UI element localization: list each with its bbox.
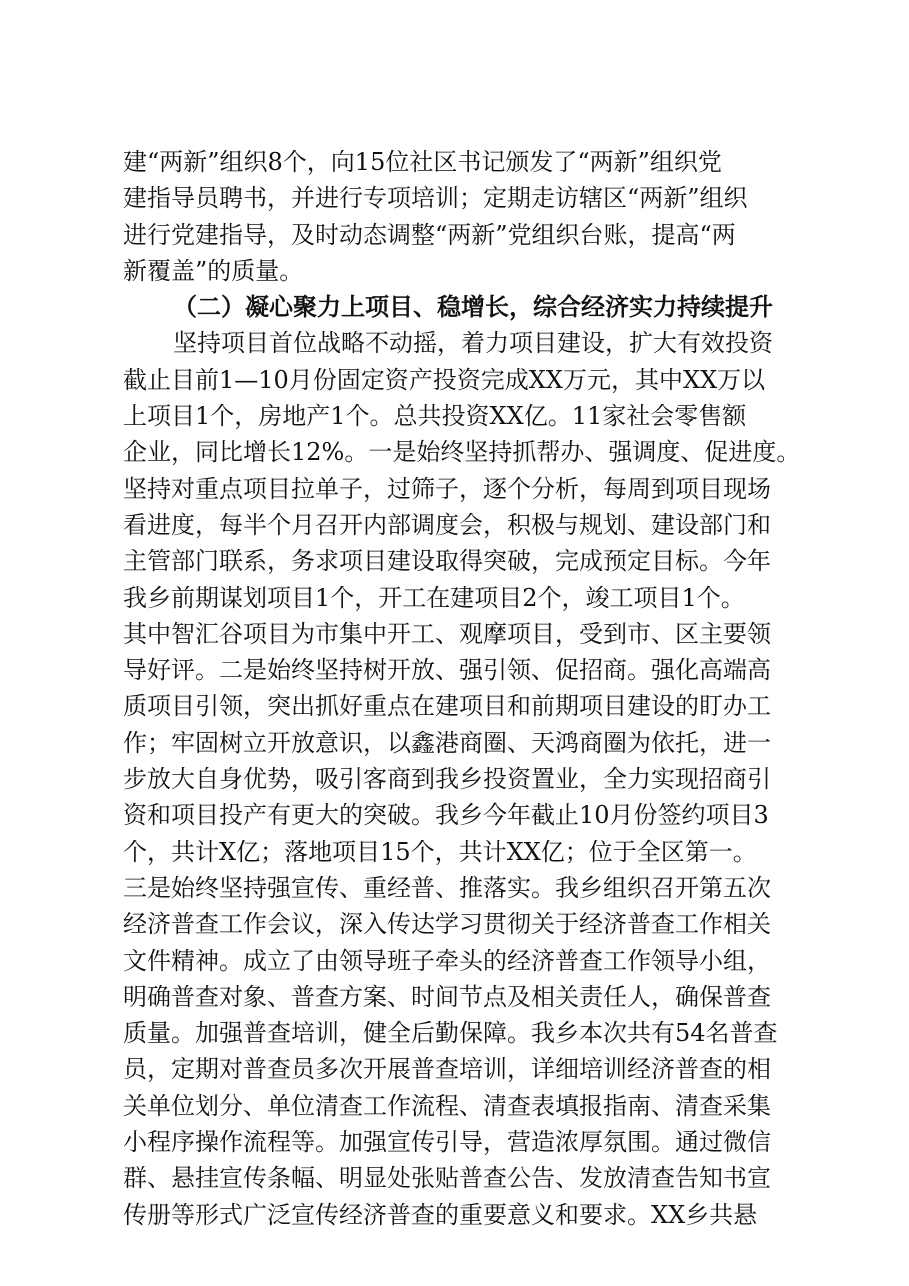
- text-line: 质项目引领，突出抓好重点在建项目和前期项目建设的盯办工: [123, 692, 771, 721]
- text-line: 员，定期对普查员多次开展普查培训，详细培训经济普查的相: [123, 1055, 771, 1084]
- text-line: 个，共计X亿；落地项目15个，共计XX亿；位于全区第一。: [123, 837, 757, 866]
- text-line: 截止目前1—10月份固定资产投资完成XX万元，其中XX万以: [123, 365, 766, 394]
- text-line: 企业，同比增长12%。一是始终坚持抓帮办、强调度、促进度。: [123, 438, 801, 467]
- text-line: 群、悬挂宣传条幅、明显处张贴普查公告、发放清查告知书宣: [123, 1164, 771, 1193]
- paragraph-first-line: 坚持项目首位战略不动摇，着力项目建设，扩大有效投资: [173, 329, 773, 358]
- text-line: 作；牢固树立开放意识，以鑫港商圈、天鸿商圈为依托，进一: [123, 728, 771, 757]
- text-line: 看进度，每半个月召开内部调度会，积极与规划、建设部门和: [123, 510, 771, 539]
- document-body: [123, 144, 803, 1233]
- section-heading: （二）凝心聚力上项目、稳增长，综合经济实力持续提升: [173, 292, 773, 322]
- text-line: 其中智汇谷项目为市集中开工、观摩项目，受到市、区主要领: [123, 619, 771, 648]
- text-line: 我乡前期谋划项目1个，开工在建项目2个，竣工项目1个。: [123, 583, 745, 612]
- text-line: 传册等形式广泛宣传经济普查的重要意义和要求。XX乡共悬: [123, 1200, 758, 1229]
- text-line: 建“两新”组织8个，向15位社区书记颁发了“两新”组织党: [123, 148, 722, 176]
- text-line: 小程序操作流程等。加强宣传引导，营造浓厚氛围。通过微信: [123, 1128, 771, 1157]
- text-line: 关单位划分、单位清查工作流程、清查表填报指南、清查采集: [123, 1091, 771, 1120]
- text-line: 建指导员聘书，并进行专项培训；定期走访辖区“两新”组织: [123, 184, 748, 213]
- text-line: 经济普查工作会议，深入传达学习贯彻关于经济普查工作相关: [123, 910, 771, 939]
- text-line: 明确普查对象、普查方案、时间节点及相关责任人，确保普查: [123, 982, 771, 1011]
- text-line: 资和项目投产有更大的突破。我乡今年截止10月份签约项目3: [123, 801, 769, 830]
- text-line: 三是始终坚持强宣传、重经普、推落实。我乡组织召开第五次: [123, 873, 771, 902]
- text-line: 质量。加强普查培训，健全后勤保障。我乡本次共有54名普查: [123, 1019, 778, 1048]
- text-line: 上项目1个，房地产1个。总共投资XX亿。11家社会零售额: [123, 402, 747, 431]
- text-line: 导好评。二是始终坚持树开放、强引领、促招商。强化高端高: [123, 656, 771, 685]
- text-line: 文件精神。成立了由领导班子牵头的经济普查工作领导小组，: [123, 946, 771, 975]
- text-line: 主管部门联系，务求项目建设取得突破，完成预定目标。今年: [123, 547, 771, 576]
- text-line: 步放大自身优势，吸引客商到我乡投资置业，全力实现招商引: [123, 765, 771, 794]
- text-line: 进行党建指导，及时动态调整“两新”党组织台账，提高“两: [123, 220, 736, 249]
- text-line: 新覆盖”的质量。: [123, 256, 304, 285]
- text-line: 坚持对重点项目拉单子，过筛子，逐个分析，每周到项目现场: [123, 474, 771, 503]
